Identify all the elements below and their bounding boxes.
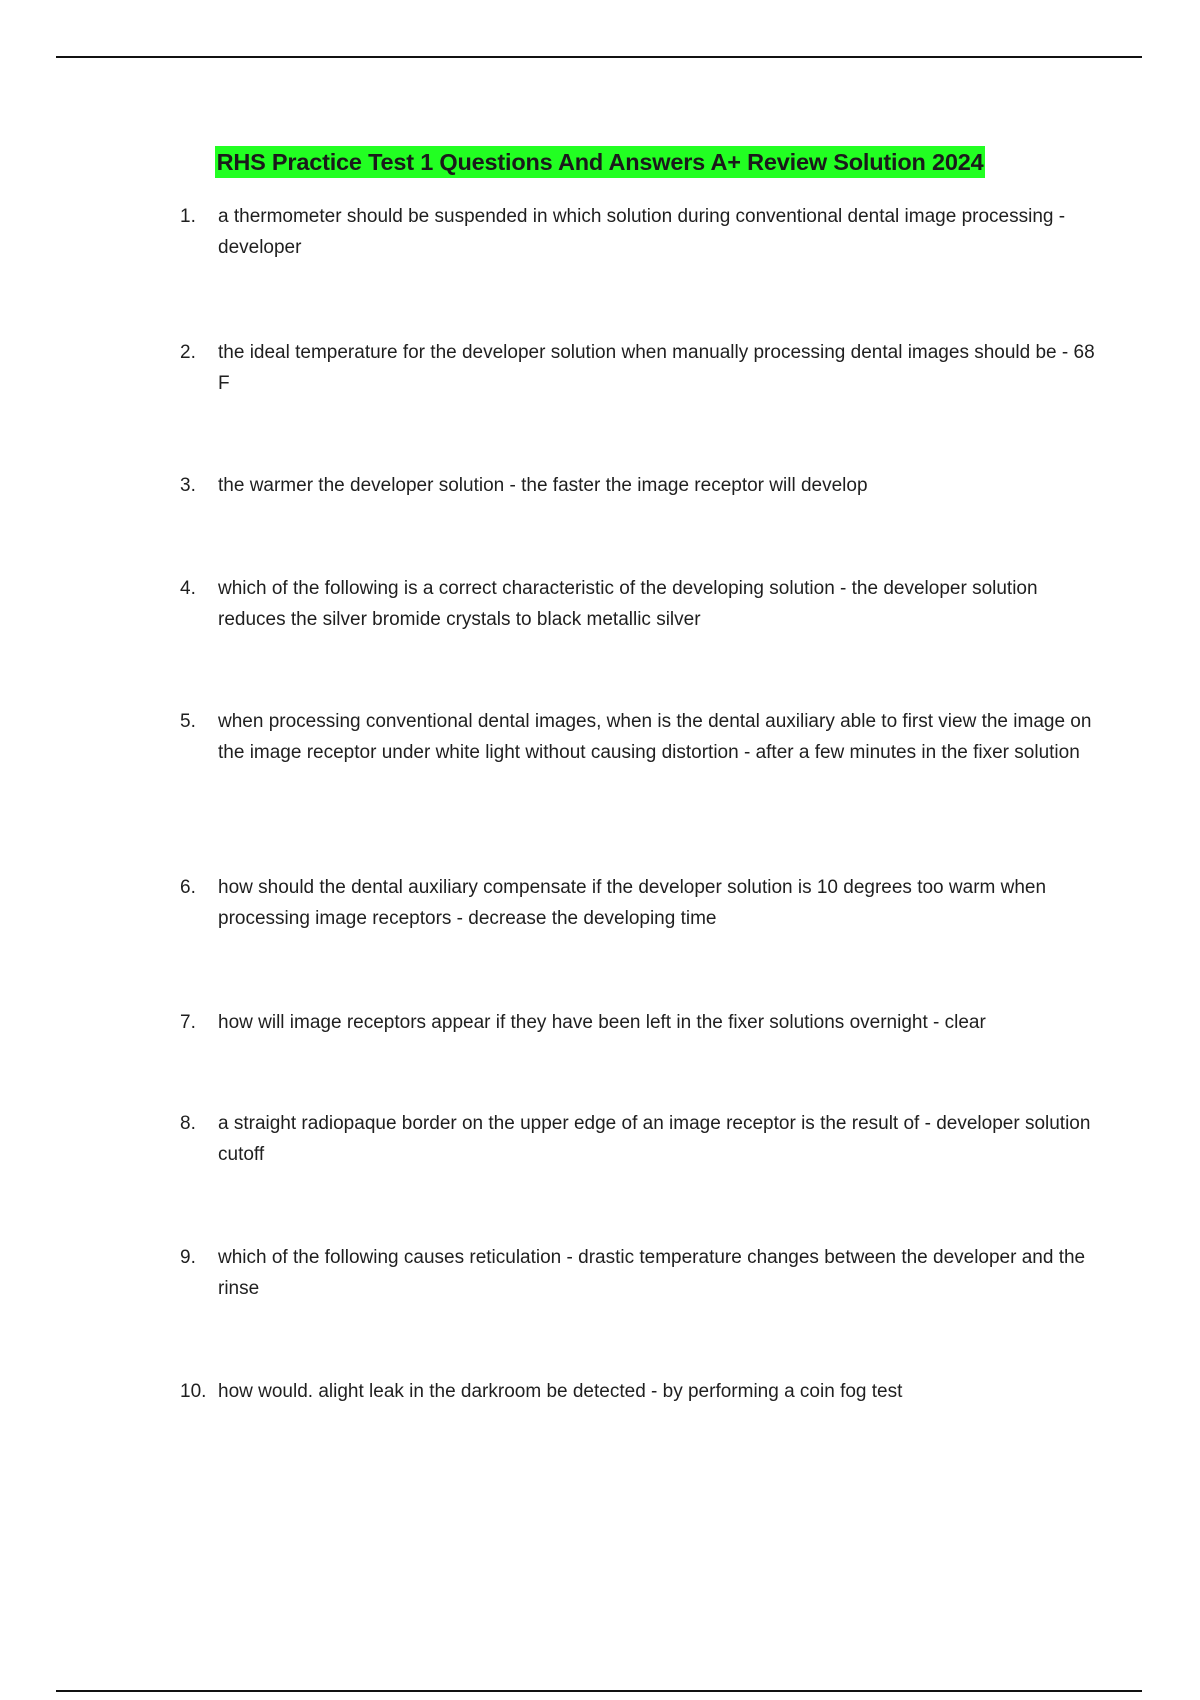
item-text: the warmer the developer solution - the faster the image receptor will develop [218, 475, 868, 496]
item-text: how will image receptors appear if they have been left in the fixer solutions overnight - clear [218, 1012, 986, 1033]
item-number: 3. [180, 475, 196, 496]
item-text: when processing conventional dental images, when is the dental auxiliary able to first view the image on the image receptor under white light without causing distortion - after a few minutes in the fixer solution [218, 711, 1092, 763]
document-title: RHS Practice Test 1 Questions And Answers A+ Review Solution 2024 [215, 146, 986, 178]
item-text: how should the dental auxiliary compensate if the developer solution is 10 degrees too warm when processing image receptors - decrease the developing time [218, 877, 1047, 929]
item-text: which of the following causes reticulation - drastic temperature changes between the developer and the rinse [218, 1247, 1086, 1299]
item-text: the ideal temperature for the developer solution when manually processing dental images should be - 68 F [218, 342, 1095, 394]
item-number: 8. [180, 1113, 196, 1134]
item-number: 5. [180, 711, 196, 732]
item-text: which of the following is a correct characteristic of the developing solution - the developer solution reduces the silver bromide crystals to black metallic silver [218, 578, 1038, 630]
title-container [0, 146, 1200, 178]
item-number: 6. [180, 877, 196, 898]
item-number: 10. [180, 1381, 207, 1402]
item-number: 2. [180, 342, 196, 363]
item-number: 9. [180, 1247, 196, 1268]
item-text: how would. alight leak in the darkroom be detected - by performing a coin fog test [218, 1381, 903, 1402]
item-text: a straight radiopaque border on the upper edge of an image receptor is the result of - developer solution cutoff [218, 1113, 1091, 1165]
item-number: 1. [180, 206, 196, 227]
item-number: 7. [180, 1012, 196, 1033]
header-rule [56, 56, 1142, 58]
footer-rule [56, 1690, 1142, 1692]
item-text: a thermometer should be suspended in which solution during conventional dental image processing - developer [218, 206, 1066, 258]
item-number: 4. [180, 578, 196, 599]
